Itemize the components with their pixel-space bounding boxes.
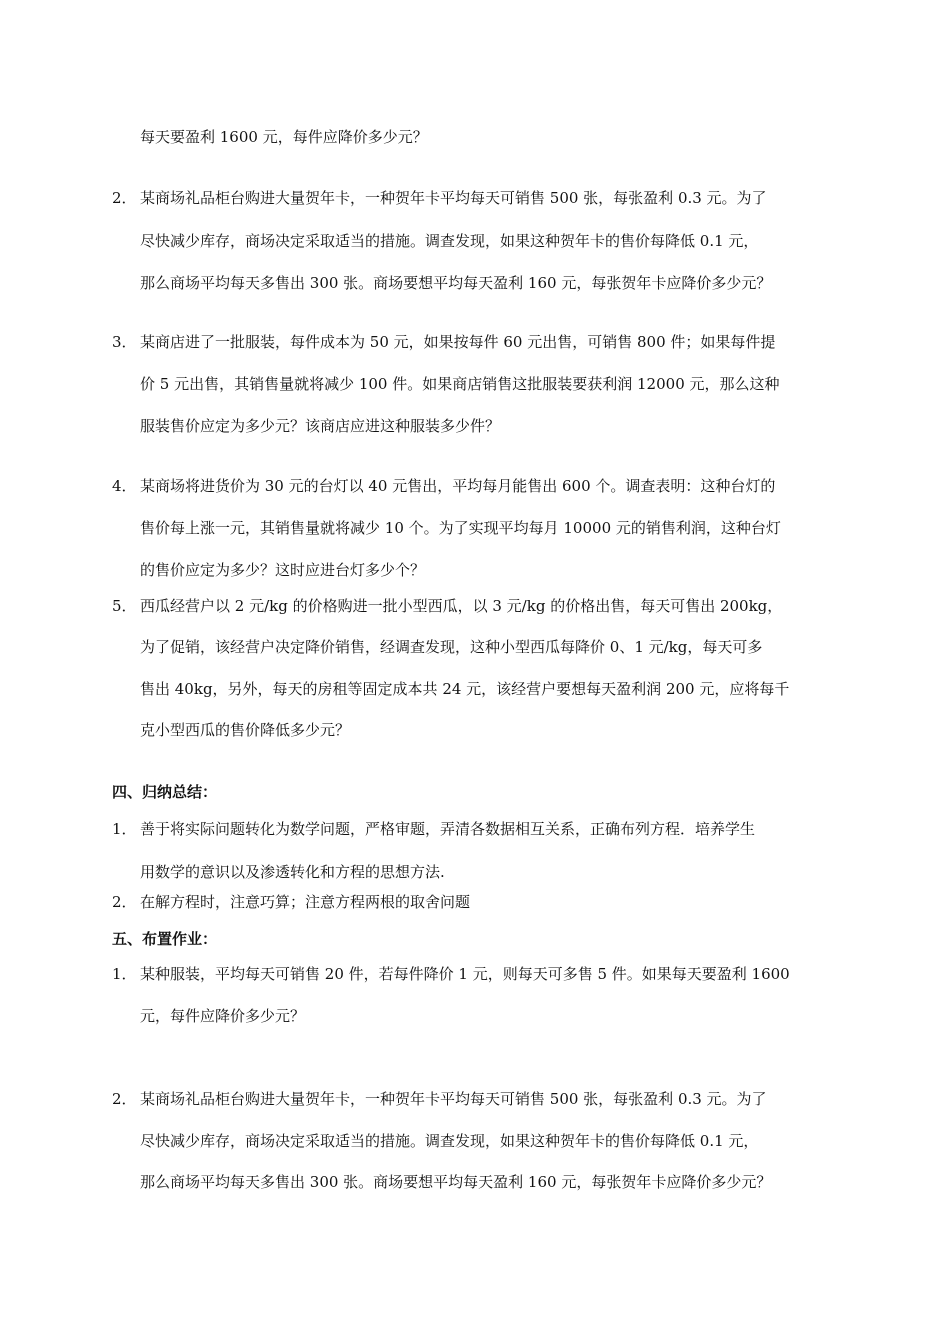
- problem-5-line-1: 西瓜经营户以 2 元/kg 的价格购进一批小型西瓜，以 3 元/kg 的价格出售，每天可售出 200kg，: [140, 597, 783, 615]
- homework-item-2-line-2: 尽快减少库存，商场决定采取适当的措施。调查发现，如果这种贺年卡的售价每降低 0.1 元，: [140, 1132, 759, 1150]
- problem-2-line-3: 那么商场平均每天多售出 300 张。商场要想平均每天盈利 160 元，每张贺年卡应降价多少元？: [140, 274, 772, 292]
- continuation-line: 每天要盈利 1600 元，每件应降价多少元？: [140, 128, 428, 146]
- problem-3-line-2: 价 5 元出售，其销售量就将减少 100 件。如果商店销售这批服装要获利润 12000 元，那么这种: [140, 375, 780, 393]
- homework-item-1-line-1: 某种服装，平均每天可销售 20 件，若每件降价 1 元，则每天可多售 5 件。如果每天要盈利 1600: [140, 965, 790, 983]
- summary-item-1-number: 1．: [112, 820, 137, 838]
- summary-item-2-line-1: 在解方程时，注意巧算；注意方程两根的取舍问题: [140, 893, 471, 911]
- problem-4-line-3: 的售价应定为多少？这时应进台灯多少个？: [140, 561, 426, 579]
- summary-item-1-line-1: 善于将实际问题转化为数学问题，严格审题，弄清各数据相互关系，正确布列方程．培养学生: [140, 820, 756, 838]
- problem-3-line-1: 某商店进了一批服装，每件成本为 50 元，如果按每件 60 元出售，可销售 800 件；如果每件提: [140, 333, 776, 351]
- homework-item-1-number: 1．: [112, 965, 137, 983]
- homework-heading: 五、布置作业：: [112, 930, 218, 948]
- summary-item-2-number: 2．: [112, 893, 137, 911]
- homework-item-2-line-1: 某商场礼品柜台购进大量贺年卡，一种贺年卡平均每天可销售 500 张，每张盈利 0.3 元。为了: [140, 1090, 767, 1108]
- homework-item-2-number: 2．: [112, 1090, 137, 1108]
- problem-4-line-2: 售价每上涨一元，其销售量就将减少 10 个。为了实现平均每月 10000 元的销售利润，这种台灯: [140, 519, 781, 537]
- problem-4-line-1: 某商场将进货价为 30 元的台灯以 40 元售出，平均每月能售出 600 个。调查表明：这种台灯的: [140, 477, 776, 495]
- problem-4-number: 4．: [112, 477, 137, 495]
- problem-3-line-3: 服装售价应定为多少元？该商店应进这种服装多少件？: [140, 417, 501, 435]
- problem-5-line-2: 为了促销，该经营户决定降价销售，经调查发现，这种小型西瓜每降价 0、1 元/kg，每天可多: [140, 638, 763, 656]
- homework-item-1-line-2: 元，每件应降价多少元？: [140, 1007, 306, 1025]
- problem-2-line-1: 某商场礼品柜台购进大量贺年卡，一种贺年卡平均每天可销售 500 张，每张盈利 0.3 元。为了: [140, 189, 767, 207]
- problem-5-line-4: 克小型西瓜的售价降低多少元？: [140, 721, 351, 739]
- problem-2-number: 2．: [112, 189, 137, 207]
- problem-2-line-2: 尽快减少库存，商场决定采取适当的措施。调查发现，如果这种贺年卡的售价每降低 0.1 元，: [140, 232, 759, 250]
- summary-heading: 四、归纳总结：: [112, 783, 218, 801]
- problem-5-number: 5．: [112, 597, 137, 615]
- problem-3-number: 3．: [112, 333, 137, 351]
- homework-item-2-line-3: 那么商场平均每天多售出 300 张。商场要想平均每天盈利 160 元，每张贺年卡应降价多少元？: [140, 1173, 772, 1191]
- summary-item-1-line-2: 用数学的意识以及渗透转化和方程的思想方法.: [140, 863, 445, 881]
- problem-5-line-3: 售出 40kg，另外，每天的房租等固定成本共 24 元，该经营户要想每天盈利润 200 元，应将每千: [140, 680, 790, 698]
